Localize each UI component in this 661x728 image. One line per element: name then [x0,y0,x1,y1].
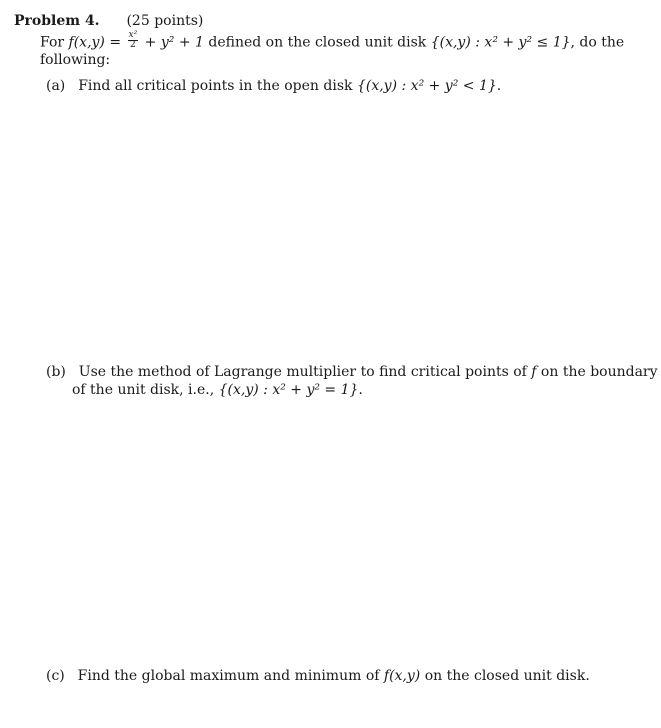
part-c-text2: on the closed unit disk. [420,668,590,684]
part-a-end: . [496,78,502,94]
part-b-label: (b) [46,364,66,380]
part-b-line2-text: of the unit disk, i.e., [72,382,219,398]
open-disk-set: {(x,y) : x² + y² < 1} [356,78,497,94]
part-b-line1 [46,363,658,381]
intro-suffix: , do the [570,34,625,51]
part-a-label: (a) [46,78,66,94]
problem-intro-line1 [40,30,625,52]
part-b-text2: on the boundary [536,364,658,380]
part-c [46,667,590,685]
fraction-denominator: 2 [130,40,136,50]
part-b-f: f [531,364,537,380]
part-a [46,77,501,95]
part-b-end: . [358,382,363,398]
intro-prefix: For [40,34,69,51]
part-c-text: Find the global maximum and minimum of [77,668,384,684]
part-c-label: (c) [46,668,65,684]
function-rest: + y² + 1 [140,34,204,51]
problem-header [14,12,203,30]
intro-mid: defined on the closed unit disk [203,34,431,51]
part-b-line2 [72,381,363,399]
part-a-text: Find all critical points in the open disk [78,78,357,94]
fraction-numerator: x² [128,30,138,40]
problem-points: (25 points) [126,13,204,29]
part-c-func: f(x,y) [383,668,421,684]
part-b-text: Use the method of Lagrange multiplier to find critical points of [78,364,532,380]
fraction [128,31,139,50]
intro-line2: following: [40,52,111,68]
problem-label: Problem 4. [14,13,100,29]
function-name: f(x,y) = [68,34,126,51]
problem-intro-line2 [40,51,110,69]
boundary-set: {(x,y) : x² + y² = 1} [218,382,359,398]
closed-disk-set: {(x,y) : x² + y² ≤ 1} [430,34,571,51]
